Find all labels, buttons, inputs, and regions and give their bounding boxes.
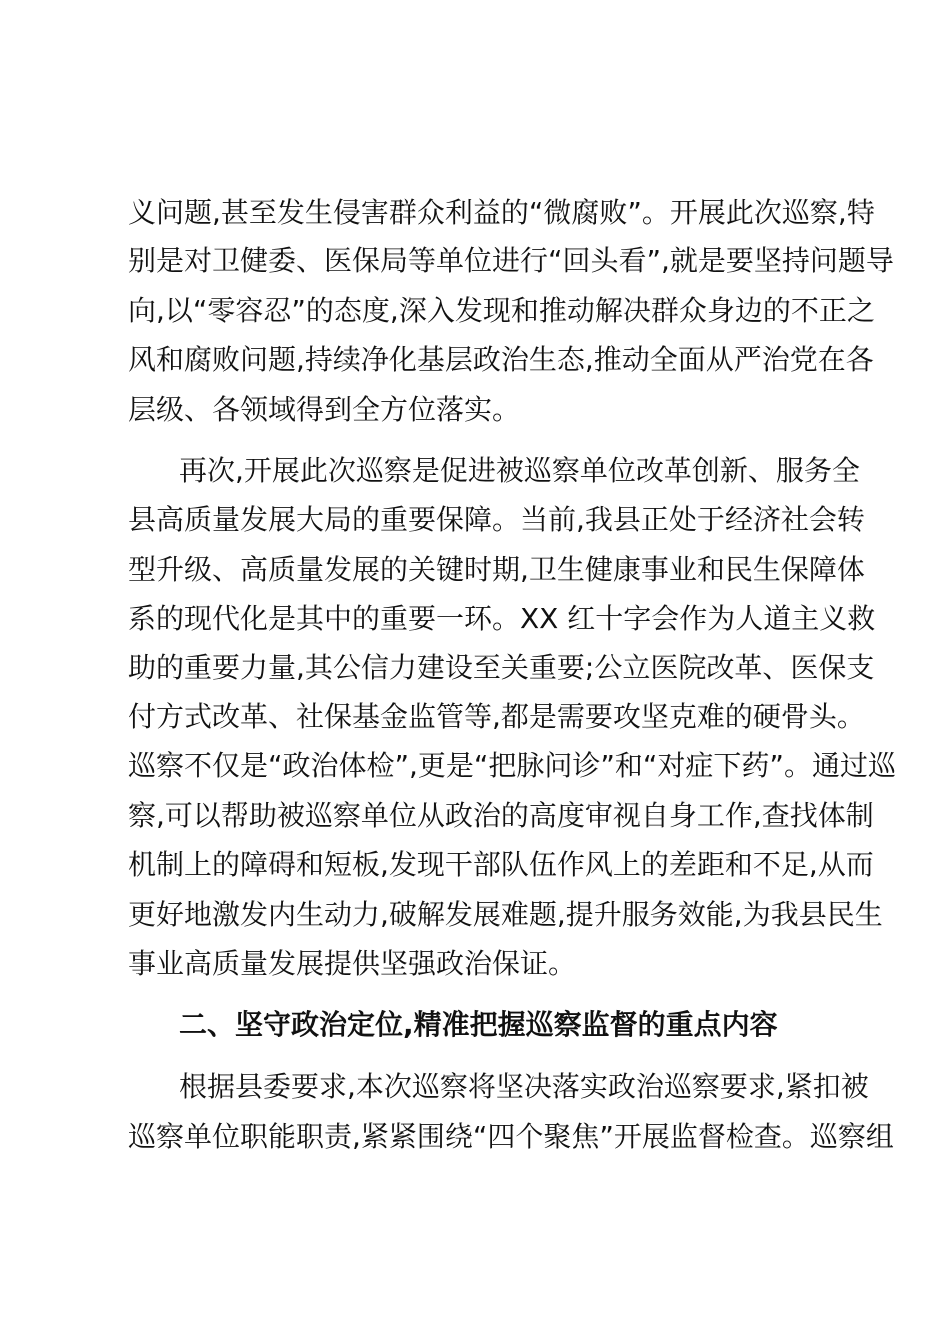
paragraph-line: 风和腐败问题,持续净化基层政治生态,推动全面从严治党在各 — [128, 343, 874, 376]
paragraph-line: 县高质量发展大局的重要保障。当前,我县正处于经济社会转 — [128, 503, 865, 536]
paragraph-line: 巡察单位职能职责,紧紧围绕“四个聚焦”开展监督检查。巡察组 — [128, 1120, 894, 1153]
paragraph-line: 更好地激发内生动力,破解发展难题,提升服务效能,为我县民生 — [128, 898, 883, 931]
section-heading: 二、坚守政治定位,精准把握巡察监督的重点内容 — [179, 1008, 778, 1041]
paragraph-line: 再次,开展此次巡察是促进被巡察单位改革创新、服务全 — [179, 454, 860, 487]
paragraph-line: 层级、各领域得到全方位落实。 — [128, 393, 521, 426]
paragraph-line: 根据县委要求,本次巡察将坚决落实政治巡察要求,紧扣被 — [179, 1070, 869, 1103]
paragraph-line: 系的现代化是其中的重要一环。XX 红十字会作为人道主义救 — [128, 602, 876, 635]
paragraph-line: 义问题,甚至发生侵害群众利益的“微腐败”。开展此次巡察,特 — [128, 196, 875, 229]
paragraph-line: 别是对卫健委、医保局等单位进行“回头看”,就是要坚持问题导 — [128, 244, 894, 277]
paragraph-line: 助的重要力量,其公信力建设至关重要;公立医院改革、医保支 — [128, 651, 875, 684]
paragraph-line: 机制上的障碍和短板,发现干部队伍作风上的差距和不足,从而 — [128, 848, 874, 881]
paragraph-line: 事业高质量发展提供坚强政治保证。 — [128, 947, 577, 980]
paragraph-line: 向,以“零容忍”的态度,深入发现和推动解决群众身边的不正之 — [128, 294, 875, 327]
paragraph-line: 付方式改革、社保基金监管等,都是需要攻坚克难的硬骨头。 — [128, 700, 865, 733]
paragraph-line: 型升级、高质量发展的关键时期,卫生健康事业和民生保障体 — [128, 553, 865, 586]
paragraph-line: 察,可以帮助被巡察单位从政治的高度审视自身工作,查找体制 — [128, 799, 874, 832]
paragraph-line: 巡察不仅是“政治体检”,更是“把脉问诊”和“对症下药”。通过巡 — [128, 749, 896, 782]
